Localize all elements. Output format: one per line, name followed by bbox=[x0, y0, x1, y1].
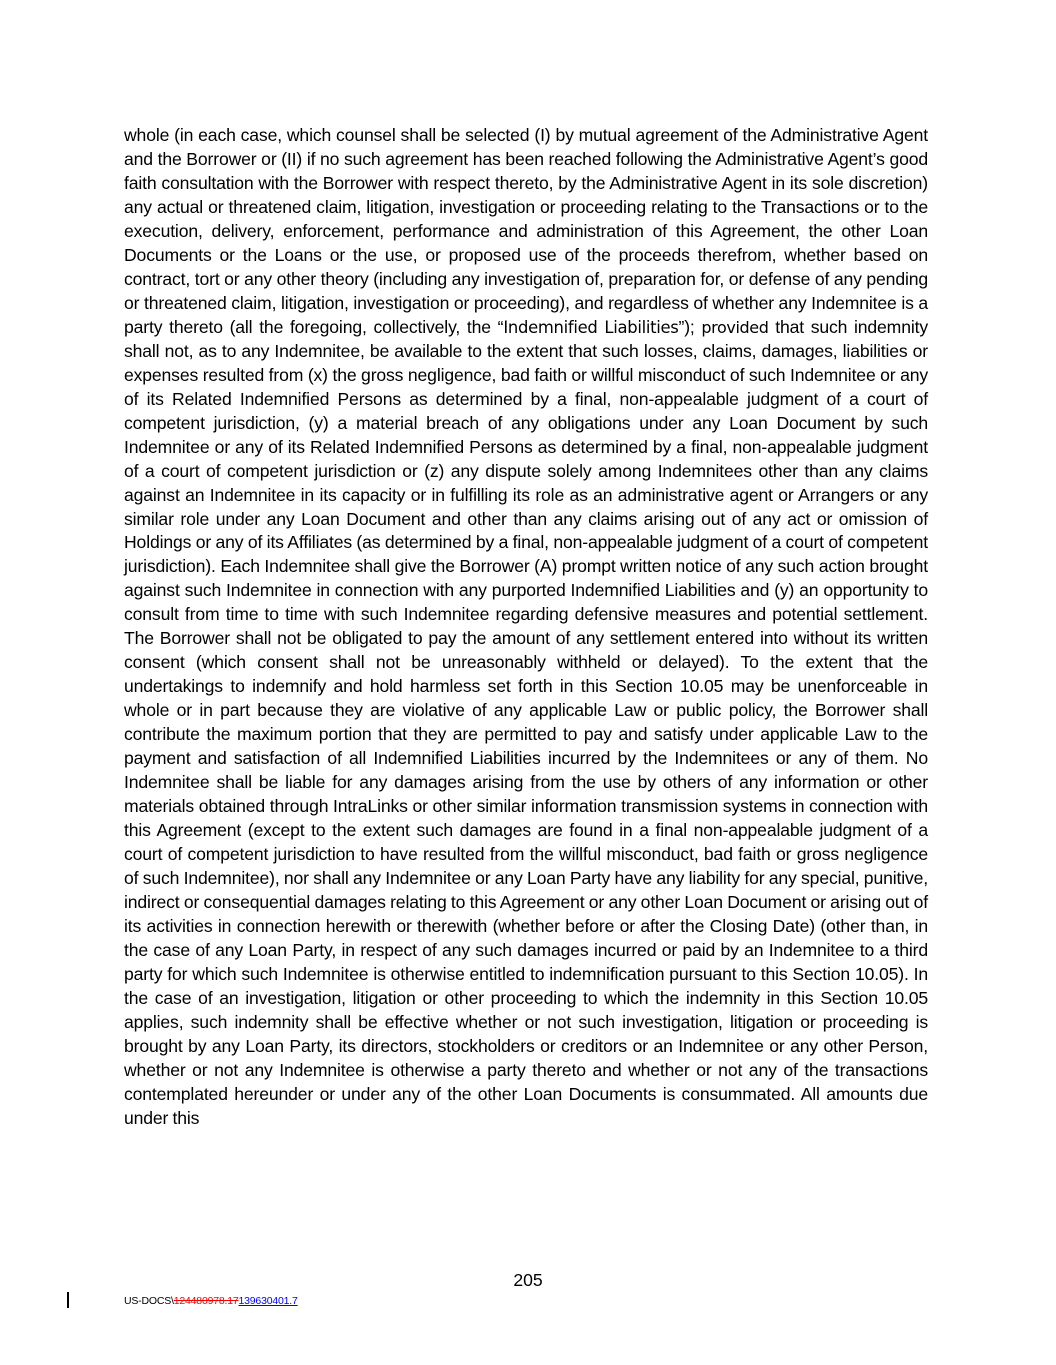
doc-id-inserted: 139630401.7 bbox=[238, 1295, 298, 1307]
paragraph-text-part2: that such indemnity shall not, as to any Indemnitee, be available to the extent that such losses, claims, damages, liabilities or expenses resulted from (x) the gross negligence, bad faith or willful misconduct of such Indemnitee or any of its Related Indemnified Persons as determined by a final, non-appealable judgment of a court of competent jurisdiction, (y) a material breach of any obligations under any Loan Document by such Indemnitee or any of its Related Indemnified Persons as determined by a final, non-appealable judgment of a court of competent jurisdiction or (z) any dispute solely among Indemnitees other than any claims against an Indemnitee in its capacity or in fulfilling its role as an administrative agent or Arrangers or any similar role under any Loan Document and other than any claims arising out of any act or omission of Holdings or any of its Affiliates (as determined by a final, non-appealable judgment of a court of competent jurisdiction). Each Indemnitee shall give the Borrower (A) prompt written notice of any such action brought against such Indemnitee in connection with any purported Indemnified Liabilities and (y) an opportunity to consult from time to time with such Indemnitee regarding defensive measures and potential settlement. The Borrower shall not be obligated to pay the amount of any settlement entered into without its written consent (which consent shall not be unreasonably withheld or delayed). To the extent that the undertakings to indemnify and hold harmless set forth in this Section 10.05 may be unenforceable in whole or in part because they are violative of any applicable Law or public policy, the Borrower shall contribute the maximum portion that they are permitted to pay and satisfy under applicable Law to the payment and satisfaction of all Indemnified Liabilities incurred by the Indemnitees or any of them. No Indemnitee shall be liable for any damages arising from the use by others of any information or other materials obtained through IntraLinks or other similar information transmission systems in connection with this Agreement (except to the extent such damages are found in a final non-appealable judgment of a court of competent jurisdiction to have resulted from the willful misconduct, bad faith or gross negligence of such Indemnitee), nor shall any Indemnitee or any Loan Party have any liability for any special, punitive, indirect or consequential damages relating to this Agreement or any other Loan Document or arising out of its activities in connection herewith or therewith (whether before or after the Closing Date) (other than, in the case of any Loan Party, in respect of any such damages incurred or paid by an Indemnitee to a third party for which such Indemnitee is otherwise entitled to indemnification pursuant to this Section 10.05). In the case of an investigation, litigation or other proceeding to which the indemnity in this Section 10.05 applies, such indemnity shall be effective whether or not such investigation, litigation or proceeding is brought by any Loan Party, its directors, stockholders or creditors or an Indemnitee or any other Person, whether or not any Indemnitee is otherwise a party thereto and whether or not any of the transactions contemplated hereunder or under any of the other Loan Documents is consummated. All amounts due under this bbox=[124, 316, 928, 1128]
proviso-word: provided bbox=[701, 317, 769, 337]
document-id bbox=[124, 1294, 298, 1308]
doc-id-deleted: 124480978.17 bbox=[173, 1295, 239, 1307]
defined-term-close: ”); bbox=[678, 316, 695, 337]
paragraph-text-part1: whole (in each case, which counsel shall be selected (I) by mutual agreement of the Administrative Agent and the Borrower or (II) if no such agreement has been reached following the Administrative Agent’s good faith consultation with the Borrower with respect thereto, by the Administrative Agent in its sole discretion) any actual or threatened claim, litigation, investigation or proceeding relating to the Transactions or to the execution, delivery, enforcement, performance and administration of this Agreement, the other Loan Documents or the Loans or the use, or proposed use of the proceeds therefrom, whether based on contract, tort or any other theory (including any investigation of, preparation for, or defense of any pending or threatened claim, litigation, investigation or proceeding), and regardless of whether any Indemnitee is a party thereto (all the foregoing, collectively, the “ bbox=[124, 125, 928, 337]
page-number: 205 bbox=[513, 1270, 543, 1290]
defined-term: Indemnified Liabilities bbox=[503, 317, 679, 337]
doc-id-prefix: US-DOCS\ bbox=[124, 1295, 174, 1307]
body-paragraph bbox=[124, 124, 928, 1131]
revision-change-bar bbox=[67, 1292, 69, 1308]
